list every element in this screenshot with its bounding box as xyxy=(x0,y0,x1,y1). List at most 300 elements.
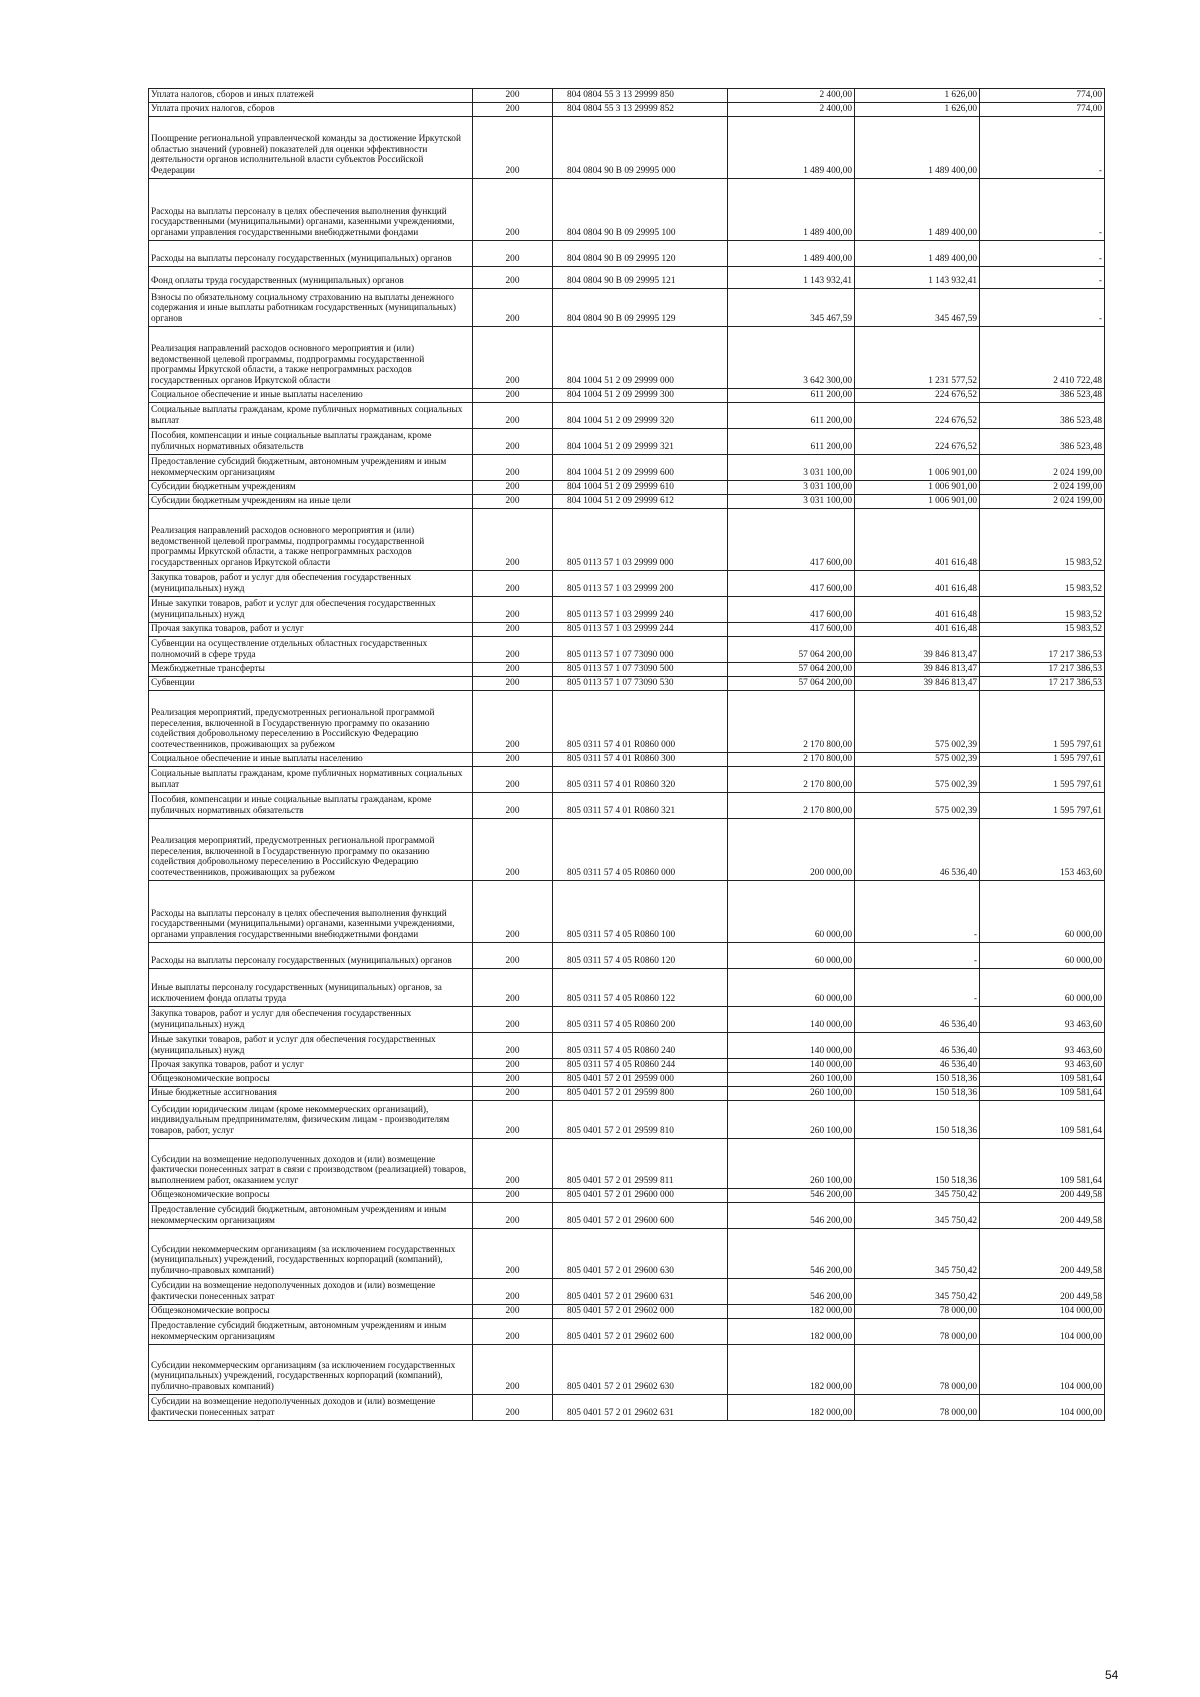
table-row xyxy=(149,1229,1105,1279)
table-row xyxy=(149,767,1105,793)
table-row xyxy=(149,495,1105,509)
row-approved: 3 642 300,00 xyxy=(728,327,855,389)
row-executed: 78 000,00 xyxy=(855,1345,980,1395)
row-code: 200 xyxy=(473,691,553,753)
row-unexecuted: 93 463,60 xyxy=(980,1033,1105,1059)
table-row xyxy=(149,1059,1105,1073)
row-executed: 1 489 400,00 xyxy=(855,241,980,267)
row-executed: 224 676,52 xyxy=(855,389,980,403)
row-classification: 805 0113 57 1 03 29999 240 xyxy=(553,597,728,623)
row-executed: 39 846 813,47 xyxy=(855,677,980,691)
row-name: Общеэкономические вопросы xyxy=(149,1305,473,1319)
row-unexecuted: 109 581,64 xyxy=(980,1139,1105,1189)
table-row xyxy=(149,241,1105,267)
row-classification: 805 0311 57 4 05 R0860 100 xyxy=(553,881,728,943)
row-code: 200 xyxy=(473,969,553,1007)
row-approved: 182 000,00 xyxy=(728,1319,855,1345)
table-row xyxy=(149,637,1105,663)
row-classification: 805 0311 57 4 05 R0860 200 xyxy=(553,1007,728,1033)
row-code: 200 xyxy=(473,571,553,597)
table-row xyxy=(149,103,1105,117)
row-code: 200 xyxy=(473,1279,553,1305)
table-row xyxy=(149,117,1105,179)
table-row xyxy=(149,1345,1105,1395)
row-executed: 401 616,48 xyxy=(855,597,980,623)
row-executed: 1 231 577,52 xyxy=(855,327,980,389)
row-executed: 575 002,39 xyxy=(855,691,980,753)
row-classification: 805 0401 57 2 01 29600 000 xyxy=(553,1189,728,1203)
row-executed: 401 616,48 xyxy=(855,623,980,637)
row-classification: 804 0804 90 В 09 29995 129 xyxy=(553,289,728,327)
row-approved: 140 000,00 xyxy=(728,1033,855,1059)
row-executed: 1 489 400,00 xyxy=(855,117,980,179)
row-executed: 1 626,00 xyxy=(855,103,980,117)
row-name: Пособия, компенсации и иные социальные выплаты гражданам, кроме публичных нормативных обязательств xyxy=(149,429,473,455)
row-classification: 805 0113 57 1 07 73090 000 xyxy=(553,637,728,663)
row-code: 200 xyxy=(473,1203,553,1229)
row-code: 200 xyxy=(473,241,553,267)
row-unexecuted: 109 581,64 xyxy=(980,1073,1105,1087)
row-unexecuted: 200 449,58 xyxy=(980,1229,1105,1279)
row-code: 200 xyxy=(473,455,553,481)
row-name: Иные бюджетные ассигнования xyxy=(149,1087,473,1101)
row-code: 200 xyxy=(473,495,553,509)
row-approved: 611 200,00 xyxy=(728,429,855,455)
row-code: 200 xyxy=(473,509,553,571)
row-executed: 46 536,40 xyxy=(855,819,980,881)
row-name: Иные закупки товаров, работ и услуг для обеспечения государственных (муниципальных) нужд xyxy=(149,597,473,623)
table-row xyxy=(149,1101,1105,1139)
row-code: 200 xyxy=(473,637,553,663)
row-unexecuted: 2 024 199,00 xyxy=(980,455,1105,481)
row-name: Субсидии некоммерческим организациям (за исключением государственных (муниципальных) учреждений, государственных корпораций (компаний), публично-правовых компаний) xyxy=(149,1345,473,1395)
row-classification: 804 1004 51 2 09 29999 612 xyxy=(553,495,728,509)
row-unexecuted: 60 000,00 xyxy=(980,881,1105,943)
row-unexecuted: 2 024 199,00 xyxy=(980,481,1105,495)
row-executed: 46 536,40 xyxy=(855,1033,980,1059)
row-code: 200 xyxy=(473,1345,553,1395)
row-unexecuted: 60 000,00 xyxy=(980,943,1105,969)
row-classification: 805 0311 57 4 01 R0860 320 xyxy=(553,767,728,793)
row-unexecuted: 17 217 386,53 xyxy=(980,663,1105,677)
row-approved: 345 467,59 xyxy=(728,289,855,327)
row-approved: 2 170 800,00 xyxy=(728,793,855,819)
row-code: 200 xyxy=(473,1087,553,1101)
page-number: 54 xyxy=(1105,1668,1119,1682)
row-code: 200 xyxy=(473,1189,553,1203)
row-classification: 804 1004 51 2 09 29999 320 xyxy=(553,403,728,429)
row-approved: 3 031 100,00 xyxy=(728,455,855,481)
row-code: 200 xyxy=(473,1073,553,1087)
row-name: Общеэкономические вопросы xyxy=(149,1073,473,1087)
row-unexecuted: - xyxy=(980,241,1105,267)
row-code: 200 xyxy=(473,819,553,881)
row-name: Пособия, компенсации и иные социальные выплаты гражданам, кроме публичных нормативных обязательств xyxy=(149,793,473,819)
row-executed: 224 676,52 xyxy=(855,403,980,429)
row-approved: 3 031 100,00 xyxy=(728,495,855,509)
table-row xyxy=(149,571,1105,597)
table-row xyxy=(149,943,1105,969)
row-code: 200 xyxy=(473,881,553,943)
row-unexecuted: 386 523,48 xyxy=(980,429,1105,455)
table-row xyxy=(149,793,1105,819)
row-classification: 804 1004 51 2 09 29999 300 xyxy=(553,389,728,403)
row-classification: 805 0401 57 2 01 29600 631 xyxy=(553,1279,728,1305)
row-unexecuted: 1 595 797,61 xyxy=(980,793,1105,819)
row-executed: 1 006 901,00 xyxy=(855,481,980,495)
row-unexecuted: 17 217 386,53 xyxy=(980,637,1105,663)
row-name: Уплата налогов, сборов и иных платежей xyxy=(149,89,473,103)
row-name: Субвенции xyxy=(149,677,473,691)
row-name: Межбюджетные трансферты xyxy=(149,663,473,677)
row-executed: 150 518,36 xyxy=(855,1101,980,1139)
row-name: Предоставление субсидий бюджетным, автономным учреждениям и иным некоммерческим организациям xyxy=(149,1319,473,1345)
row-executed: 1 489 400,00 xyxy=(855,179,980,241)
row-unexecuted: 60 000,00 xyxy=(980,969,1105,1007)
row-unexecuted: 109 581,64 xyxy=(980,1101,1105,1139)
row-approved: 611 200,00 xyxy=(728,403,855,429)
table-row xyxy=(149,623,1105,637)
row-approved: 182 000,00 xyxy=(728,1345,855,1395)
row-code: 200 xyxy=(473,1101,553,1139)
row-name: Субсидии бюджетным учреждениям xyxy=(149,481,473,495)
row-approved: 260 100,00 xyxy=(728,1101,855,1139)
table-row xyxy=(149,1305,1105,1319)
row-name: Взносы по обязательному социальному страхованию на выплаты денежного содержания и иные выплаты работникам государственных (муниципальных) органов xyxy=(149,289,473,327)
row-executed: 401 616,48 xyxy=(855,509,980,571)
table-row xyxy=(149,1139,1105,1189)
row-classification: 805 0113 57 1 07 73090 500 xyxy=(553,663,728,677)
row-unexecuted: - xyxy=(980,179,1105,241)
row-classification: 804 0804 90 В 09 29995 121 xyxy=(553,267,728,289)
row-approved: 417 600,00 xyxy=(728,623,855,637)
table-row xyxy=(149,1279,1105,1305)
table-row xyxy=(149,1073,1105,1087)
row-approved: 182 000,00 xyxy=(728,1395,855,1421)
table-row xyxy=(149,1087,1105,1101)
row-unexecuted: 15 983,52 xyxy=(980,509,1105,571)
row-code: 200 xyxy=(473,1395,553,1421)
row-classification: 805 0401 57 2 01 29602 600 xyxy=(553,1319,728,1345)
row-approved: 2 170 800,00 xyxy=(728,753,855,767)
table-row xyxy=(149,663,1105,677)
row-approved: 417 600,00 xyxy=(728,597,855,623)
table-row xyxy=(149,481,1105,495)
row-executed: 1 006 901,00 xyxy=(855,455,980,481)
row-classification: 805 0401 57 2 01 29599 800 xyxy=(553,1087,728,1101)
table-row xyxy=(149,429,1105,455)
row-code: 200 xyxy=(473,481,553,495)
table-row xyxy=(149,753,1105,767)
table-row xyxy=(149,289,1105,327)
row-code: 200 xyxy=(473,663,553,677)
row-approved: 1 489 400,00 xyxy=(728,179,855,241)
row-executed: - xyxy=(855,969,980,1007)
table-row xyxy=(149,1319,1105,1345)
row-name: Реализация мероприятий, предусмотренных региональной программой переселения, включенной в Государственную программу по оказанию содействия добровольному переселению в Российскую Федерацию соотечественников, проживающих за рубежом xyxy=(149,691,473,753)
row-code: 200 xyxy=(473,117,553,179)
row-unexecuted: 2 024 199,00 xyxy=(980,495,1105,509)
row-unexecuted: 109 581,64 xyxy=(980,1087,1105,1101)
row-unexecuted: 104 000,00 xyxy=(980,1395,1105,1421)
row-executed: 1 143 932,41 xyxy=(855,267,980,289)
row-name: Социальные выплаты гражданам, кроме публичных нормативных социальных выплат xyxy=(149,403,473,429)
row-classification: 805 0311 57 4 05 R0860 244 xyxy=(553,1059,728,1073)
table-row xyxy=(149,1395,1105,1421)
row-code: 200 xyxy=(473,179,553,241)
table-row xyxy=(149,677,1105,691)
row-executed: 345 467,59 xyxy=(855,289,980,327)
row-code: 200 xyxy=(473,943,553,969)
row-classification: 805 0311 57 4 01 R0860 321 xyxy=(553,793,728,819)
row-unexecuted: - xyxy=(980,289,1105,327)
row-name: Реализация направлений расходов основного мероприятия и (или) ведомственной целевой программы, подпрограммы государственной программы Иркутской области, а также непрограммных расходов государственных органов Иркутской области xyxy=(149,509,473,571)
row-approved: 417 600,00 xyxy=(728,571,855,597)
row-name: Расходы на выплаты персоналу в целях обеспечения выполнения функций государственными (муниципальными) органами, казенными учреждениями, органами управления государственными внебюджетными фондами xyxy=(149,881,473,943)
row-name: Реализация мероприятий, предусмотренных региональной программой переселения, включенной в Государственную программу по оказанию содействия добровольному переселению в Российскую Федерацию соотечественников, проживающих за рубежом xyxy=(149,819,473,881)
table-row xyxy=(149,455,1105,481)
row-approved: 3 031 100,00 xyxy=(728,481,855,495)
row-approved: 417 600,00 xyxy=(728,509,855,571)
row-approved: 57 064 200,00 xyxy=(728,637,855,663)
row-approved: 2 170 800,00 xyxy=(728,691,855,753)
row-unexecuted: 17 217 386,53 xyxy=(980,677,1105,691)
table-row xyxy=(149,509,1105,571)
row-classification: 805 0401 57 2 01 29602 631 xyxy=(553,1395,728,1421)
row-classification: 804 0804 90 В 09 29995 100 xyxy=(553,179,728,241)
row-name: Закупка товаров, работ и услуг для обеспечения государственных (муниципальных) нужд xyxy=(149,571,473,597)
row-code: 200 xyxy=(473,429,553,455)
row-name: Расходы на выплаты персоналу в целях обеспечения выполнения функций государственными (муниципальными) органами, казенными учреждениями, органами управления государственными внебюджетными фондами xyxy=(149,179,473,241)
row-code: 200 xyxy=(473,1007,553,1033)
row-approved: 60 000,00 xyxy=(728,881,855,943)
row-executed: 345 750,42 xyxy=(855,1229,980,1279)
row-classification: 805 0113 57 1 07 73090 530 xyxy=(553,677,728,691)
row-classification: 805 0113 57 1 03 29999 000 xyxy=(553,509,728,571)
row-approved: 1 489 400,00 xyxy=(728,241,855,267)
row-name: Субсидии бюджетным учреждениям на иные цели xyxy=(149,495,473,509)
row-approved: 57 064 200,00 xyxy=(728,677,855,691)
row-unexecuted: 1 595 797,61 xyxy=(980,767,1105,793)
table-row xyxy=(149,597,1105,623)
row-name: Иные выплаты персоналу государственных (муниципальных) органов, за исключением фонда оплаты труда xyxy=(149,969,473,1007)
row-code: 200 xyxy=(473,267,553,289)
row-name: Социальное обеспечение и иные выплаты населению xyxy=(149,389,473,403)
row-code: 200 xyxy=(473,389,553,403)
row-name: Социальное обеспечение и иные выплаты населению xyxy=(149,753,473,767)
row-executed: 345 750,42 xyxy=(855,1189,980,1203)
row-executed: 46 536,40 xyxy=(855,1059,980,1073)
row-code: 200 xyxy=(473,623,553,637)
row-unexecuted: 774,00 xyxy=(980,103,1105,117)
row-name: Прочая закупка товаров, работ и услуг xyxy=(149,1059,473,1073)
row-executed: 401 616,48 xyxy=(855,571,980,597)
row-unexecuted: 386 523,48 xyxy=(980,403,1105,429)
row-unexecuted: 2 410 722,48 xyxy=(980,327,1105,389)
row-unexecuted: 1 595 797,61 xyxy=(980,753,1105,767)
row-classification: 805 0311 57 4 05 R0860 122 xyxy=(553,969,728,1007)
row-code: 200 xyxy=(473,103,553,117)
row-name: Фонд оплаты труда государственных (муниципальных) органов xyxy=(149,267,473,289)
row-name: Прочая закупка товаров, работ и услуг xyxy=(149,623,473,637)
row-unexecuted: 104 000,00 xyxy=(980,1345,1105,1395)
table-row xyxy=(149,1189,1105,1203)
row-name: Расходы на выплаты персоналу государственных (муниципальных) органов xyxy=(149,241,473,267)
budget-execution-table xyxy=(148,88,1105,1421)
row-code: 200 xyxy=(473,1059,553,1073)
table-row xyxy=(149,1033,1105,1059)
row-name: Расходы на выплаты персоналу государственных (муниципальных) органов xyxy=(149,943,473,969)
row-code: 200 xyxy=(473,1305,553,1319)
row-unexecuted: - xyxy=(980,267,1105,289)
row-name: Общеэкономические вопросы xyxy=(149,1189,473,1203)
table-row xyxy=(149,691,1105,753)
row-approved: 1 143 932,41 xyxy=(728,267,855,289)
row-name: Поощрение региональной управленческой команды за достижение Иркутской областью значений (уровней) показателей для оценки эффективности деятельности органов исполнительной власти субъектов Российской Федерации xyxy=(149,117,473,179)
row-approved: 546 200,00 xyxy=(728,1229,855,1279)
row-name: Субвенции на осуществление отдельных областных государственных полномочий в сфере труда xyxy=(149,637,473,663)
row-classification: 805 0113 57 1 03 29999 200 xyxy=(553,571,728,597)
row-classification: 805 0311 57 4 05 R0860 120 xyxy=(553,943,728,969)
row-approved: 57 064 200,00 xyxy=(728,663,855,677)
row-executed: 575 002,39 xyxy=(855,793,980,819)
row-approved: 2 400,00 xyxy=(728,103,855,117)
row-name: Иные закупки товаров, работ и услуг для обеспечения государственных (муниципальных) нужд xyxy=(149,1033,473,1059)
row-approved: 60 000,00 xyxy=(728,969,855,1007)
row-executed: 345 750,42 xyxy=(855,1279,980,1305)
table-row xyxy=(149,179,1105,241)
row-unexecuted: 104 000,00 xyxy=(980,1305,1105,1319)
row-approved: 140 000,00 xyxy=(728,1007,855,1033)
row-classification: 804 1004 51 2 09 29999 610 xyxy=(553,481,728,495)
row-name: Уплата прочих налогов, сборов xyxy=(149,103,473,117)
row-executed: 39 846 813,47 xyxy=(855,637,980,663)
row-executed: 150 518,36 xyxy=(855,1087,980,1101)
table-row xyxy=(149,969,1105,1007)
row-approved: 611 200,00 xyxy=(728,389,855,403)
row-approved: 2 170 800,00 xyxy=(728,767,855,793)
table-row xyxy=(149,89,1105,103)
row-classification: 805 0311 57 4 01 R0860 000 xyxy=(553,691,728,753)
row-classification: 805 0311 57 4 05 R0860 000 xyxy=(553,819,728,881)
row-code: 200 xyxy=(473,767,553,793)
row-classification: 805 0401 57 2 01 29599 000 xyxy=(553,1073,728,1087)
row-executed: 345 750,42 xyxy=(855,1203,980,1229)
table-row xyxy=(149,819,1105,881)
row-executed: 78 000,00 xyxy=(855,1395,980,1421)
row-executed: 39 846 813,47 xyxy=(855,663,980,677)
row-executed: - xyxy=(855,943,980,969)
row-unexecuted: 774,00 xyxy=(980,89,1105,103)
row-executed: 1 626,00 xyxy=(855,89,980,103)
row-unexecuted: 200 449,58 xyxy=(980,1203,1105,1229)
row-unexecuted: 15 983,52 xyxy=(980,571,1105,597)
row-approved: 260 100,00 xyxy=(728,1073,855,1087)
row-classification: 805 0401 57 2 01 29599 811 xyxy=(553,1139,728,1189)
table-row xyxy=(149,1203,1105,1229)
row-executed: - xyxy=(855,881,980,943)
row-unexecuted: 93 463,60 xyxy=(980,1007,1105,1033)
row-classification: 805 0311 57 4 05 R0860 240 xyxy=(553,1033,728,1059)
row-approved: 546 200,00 xyxy=(728,1189,855,1203)
row-code: 200 xyxy=(473,1139,553,1189)
row-unexecuted: 200 449,58 xyxy=(980,1189,1105,1203)
row-unexecuted: - xyxy=(980,117,1105,179)
table-row xyxy=(149,267,1105,289)
row-code: 200 xyxy=(473,597,553,623)
row-code: 200 xyxy=(473,753,553,767)
row-approved: 2 400,00 xyxy=(728,89,855,103)
row-executed: 575 002,39 xyxy=(855,753,980,767)
row-code: 200 xyxy=(473,1319,553,1345)
table-row xyxy=(149,881,1105,943)
row-classification: 805 0401 57 2 01 29600 600 xyxy=(553,1203,728,1229)
row-classification: 804 1004 51 2 09 29999 000 xyxy=(553,327,728,389)
row-unexecuted: 93 463,60 xyxy=(980,1059,1105,1073)
row-executed: 150 518,36 xyxy=(855,1073,980,1087)
row-executed: 224 676,52 xyxy=(855,429,980,455)
row-approved: 60 000,00 xyxy=(728,943,855,969)
row-classification: 805 0311 57 4 01 R0860 300 xyxy=(553,753,728,767)
table-row xyxy=(149,327,1105,389)
row-classification: 805 0401 57 2 01 29600 630 xyxy=(553,1229,728,1279)
row-name: Субсидии некоммерческим организациям (за исключением государственных (муниципальных) учреждений, государственных корпораций (компаний), публично-правовых компаний) xyxy=(149,1229,473,1279)
row-classification: 804 0804 55 3 13 29999 852 xyxy=(553,103,728,117)
row-classification: 805 0401 57 2 01 29602 630 xyxy=(553,1345,728,1395)
row-approved: 182 000,00 xyxy=(728,1305,855,1319)
row-classification: 804 0804 55 3 13 29999 850 xyxy=(553,89,728,103)
row-unexecuted: 1 595 797,61 xyxy=(980,691,1105,753)
row-code: 200 xyxy=(473,1229,553,1279)
table-body xyxy=(149,89,1105,1421)
row-code: 200 xyxy=(473,677,553,691)
table-row xyxy=(149,403,1105,429)
row-executed: 46 536,40 xyxy=(855,1007,980,1033)
table-row xyxy=(149,1007,1105,1033)
row-approved: 260 100,00 xyxy=(728,1087,855,1101)
row-code: 200 xyxy=(473,289,553,327)
row-name: Субсидии на возмещение недополученных доходов и (или) возмещение фактически понесенных затрат xyxy=(149,1279,473,1305)
row-classification: 805 0401 57 2 01 29599 810 xyxy=(553,1101,728,1139)
row-classification: 804 0804 90 В 09 29995 120 xyxy=(553,241,728,267)
row-approved: 260 100,00 xyxy=(728,1139,855,1189)
row-approved: 546 200,00 xyxy=(728,1203,855,1229)
row-approved: 200 000,00 xyxy=(728,819,855,881)
row-name: Субсидии на возмещение недополученных доходов и (или) возмещение фактически понесенных затрат xyxy=(149,1395,473,1421)
row-approved: 546 200,00 xyxy=(728,1279,855,1305)
row-executed: 1 006 901,00 xyxy=(855,495,980,509)
row-code: 200 xyxy=(473,403,553,429)
row-executed: 78 000,00 xyxy=(855,1319,980,1345)
row-unexecuted: 104 000,00 xyxy=(980,1319,1105,1345)
row-unexecuted: 15 983,52 xyxy=(980,597,1105,623)
row-unexecuted: 386 523,48 xyxy=(980,389,1105,403)
row-executed: 150 518,36 xyxy=(855,1139,980,1189)
row-name: Социальные выплаты гражданам, кроме публичных нормативных социальных выплат xyxy=(149,767,473,793)
row-executed: 575 002,39 xyxy=(855,767,980,793)
row-executed: 78 000,00 xyxy=(855,1305,980,1319)
row-code: 200 xyxy=(473,327,553,389)
row-name: Предоставление субсидий бюджетным, автономным учреждениям и иным некоммерческим организациям xyxy=(149,1203,473,1229)
row-name: Субсидии на возмещение недополученных доходов и (или) возмещение фактически понесенных затрат в связи с производством (реализацией) товаров, выполнением работ, оказанием услуг xyxy=(149,1139,473,1189)
row-unexecuted: 200 449,58 xyxy=(980,1279,1105,1305)
row-classification: 805 0401 57 2 01 29602 000 xyxy=(553,1305,728,1319)
row-name: Субсидии юридическим лицам (кроме некоммерческих организаций), индивидуальным предпринимателям, физическим лицам - производителям товаров, работ, услуг xyxy=(149,1101,473,1139)
row-name: Реализация направлений расходов основного мероприятия и (или) ведомственной целевой программы, подпрограммы государственной программы Иркутской области, а также непрограммных расходов государственных органов Иркутской области xyxy=(149,327,473,389)
row-code: 200 xyxy=(473,793,553,819)
row-classification: 804 0804 90 В 09 29995 000 xyxy=(553,117,728,179)
row-code: 200 xyxy=(473,1033,553,1059)
